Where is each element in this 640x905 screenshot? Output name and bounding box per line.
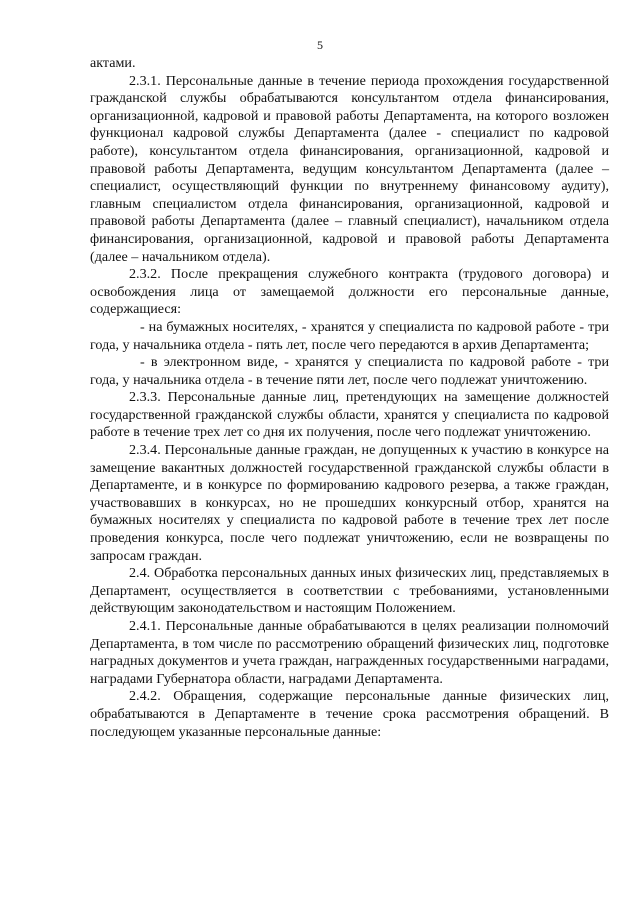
paragraph-2-3-2: 2.3.2. После прекращения служебного контракта (трудового договора) и освобождения лица от замещаемой должности его персональные данные, содержащиеся: <box>90 266 609 318</box>
document-body <box>90 55 609 741</box>
paragraph-2-3-1: 2.3.1. Персональные данные в течение периода прохождения государственной гражданской службы обрабатываются консультантом отдела финансирования, организационной, кадровой и правовой работы Департамента, на которого возложен функционал кадровой службы Департамента (далее - специалист по кадровой работе), консультантом отдела финансирования, организационной, кадровой и правовой работы Департамента, ведущим консультантом Департамента (далее – специалист, осуществляющий функции по внутреннему финансовому аудиту), главным специалистом отдела финансирования, организационной, кадровой и правовой работы Департамента (далее – главный специалист), начальником отдела финансирования, организационной, кадровой и правовой работы Департамента (далее – начальником отдела). <box>90 72 609 265</box>
paragraph-2-3-4: 2.3.4. Персональные данные граждан, не допущенных к участию в конкурсе на замещение вакантных должностей государственной гражданской службы области в Департаменте, и в конкурсе по формированию кадрового резерва, а также граждан, участвовавших в конкурсах, но не прошедших конкурсный отбор, хранятся на бумажных носителях у специалиста по кадровой работе в течение трех лет после проведения конкурса, после чего подлежат уничтожению, если не возвращены по запросам граждан. <box>90 442 609 564</box>
paragraph-continuation: актами. <box>90 55 136 71</box>
paragraph-paper-storage: - на бумажных носителях, - хранятся у специалиста по кадровой работе - три года, у начальника отдела - пять лет, после чего передаются в архив Департамента; <box>90 318 609 353</box>
paragraph-2-4-2: 2.4.2. Обращения, содержащие персональные данные физических лиц, обрабатываются в Департаменте в течение срока рассмотрения обращений. В последующем указанные персональные данные: <box>90 688 609 740</box>
paragraph-2-3-3: 2.3.3. Персональные данные лиц, претендующих на замещение должностей государственной гражданской службы области, хранятся у специалиста по кадровой работе в течение трех лет со дня их получения, после чего подлежат уничтожению. <box>90 389 609 441</box>
page-number: 5 <box>317 38 323 52</box>
paragraph-2-4: 2.4. Обработка персональных данных иных физических лиц, представляемых в Департамент, осуществляется в соответствии с требованиями, установленными действующим законодательством и настоящим Положением. <box>90 565 609 617</box>
paragraph-electronic-storage: - в электронном виде, - хранятся у специалиста по кадровой работе - три года, у начальника отдела - в течение пяти лет, после чего подлежат уничтожению. <box>90 354 609 388</box>
paragraph-2-4-1: 2.4.1. Персональные данные обрабатываются в целях реализации полномочий Департамента, в том числе по рассмотрению обращений физических лиц, подготовке наградных документов и учета граждан, награжденных государственными наградами, наградами Губернатора области, наградами Департамента. <box>90 618 609 687</box>
